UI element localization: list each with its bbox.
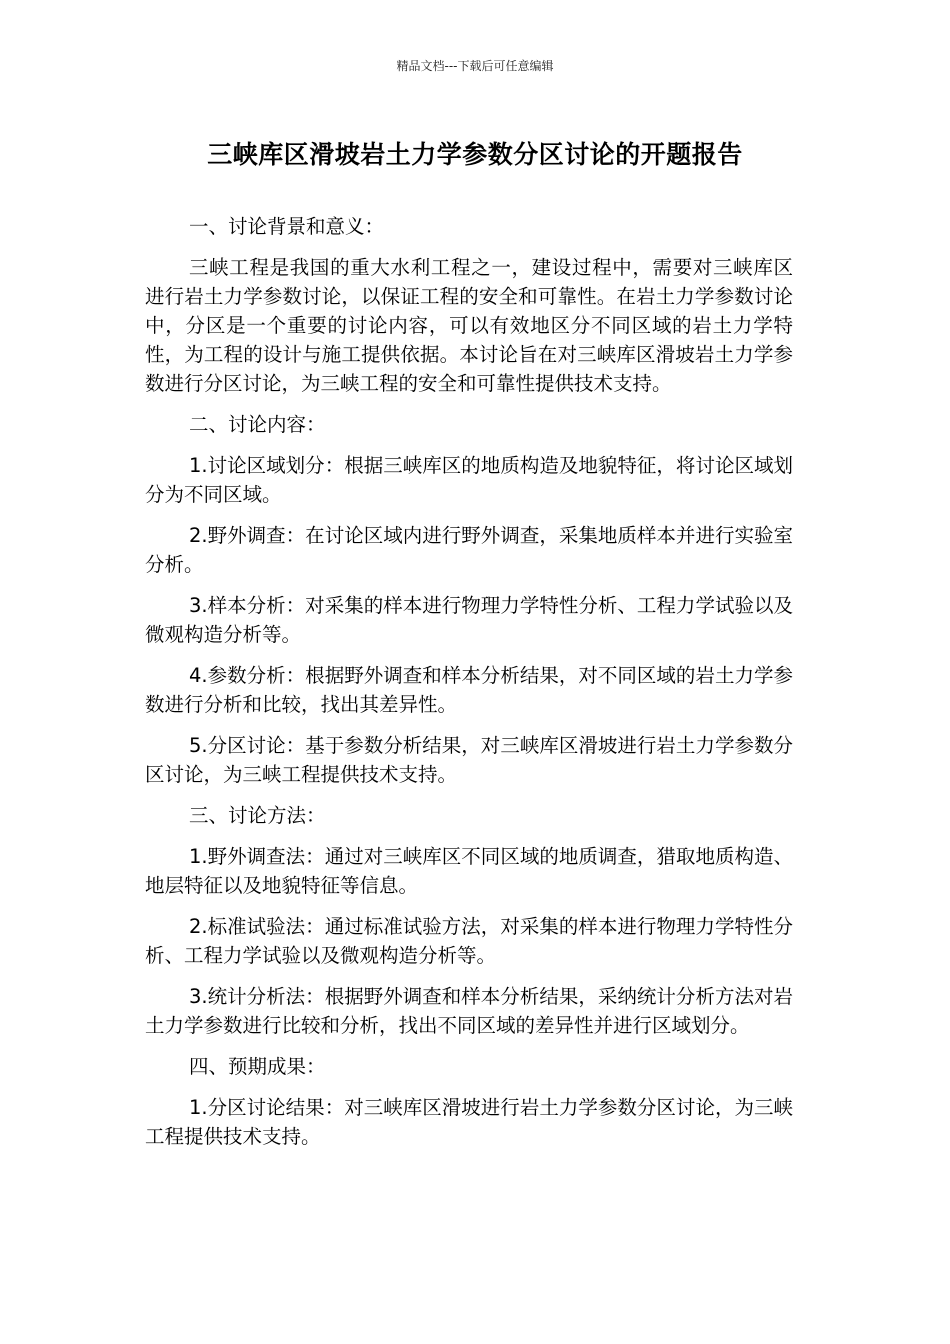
- list-item-method-1: 1.野外调查法：通过对三峡库区不同区域的地质调查，猎取地质构造、地层特征以及地貌特征等信息。: [145, 845, 793, 897]
- section-heading-content: 二、讨论内容：: [189, 413, 326, 436]
- list-item-content-1: 1.讨论区域划分：根据三峡库区的地质构造及地貌特征，将讨论区域划分为不同区域。: [145, 454, 793, 506]
- section-heading-background: 一、讨论背景和意义：: [189, 215, 385, 238]
- list-item-content-4: 4.参数分析：根据野外调查和样本分析结果，对不同区域的岩土力学参数进行分析和比较，找出其差异性。: [145, 664, 793, 716]
- list-item-content-5: 5.分区讨论：基于参数分析结果，对三峡库区滑坡进行岩土力学参数分区讨论，为三峡工程提供技术支持。: [145, 734, 793, 786]
- list-item-content-3: 3.样本分析：对采集的样本进行物理力学特性分析、工程力学试验以及微观构造分析等。: [145, 594, 793, 646]
- header-note: 精品文档---下载后可任意编辑: [396, 59, 554, 73]
- document-title: 三峡库区滑坡岩土力学参数分区讨论的开题报告: [207, 140, 743, 169]
- list-item-method-2: 2.标准试验法：通过标准试验方法，对采集的样本进行物理力学特性分析、工程力学试验以及微观构造分析等。: [145, 915, 793, 967]
- list-item-method-3: 3.统计分析法：根据野外调查和样本分析结果，采纳统计分析方法对岩土力学参数进行比较和分析，找出不同区域的差异性并进行区域划分。: [145, 985, 793, 1037]
- list-item-outcome-1: 1.分区讨论结果：对三峡库区滑坡进行岩土力学参数分区讨论，为三峡工程提供技术支持。: [145, 1096, 793, 1148]
- list-item-content-2: 2.野外调查：在讨论区域内进行野外调查，采集地质样本并进行实验室分析。: [145, 524, 793, 576]
- paragraph-background: 三峡工程是我国的重大水利工程之一，建设过程中，需要对三峡库区进行岩土力学参数讨论，以保证工程的安全和可靠性。在岩土力学参数讨论中，分区是一个重要的讨论内容，可以有效地区分不同区域的岩土力学特性，为工程的设计与施工提供依据。本讨论旨在对三峡库区滑坡岩土力学参数进行分区讨论，为三峡工程的安全和可靠性提供技术支持。: [145, 256, 793, 395]
- section-heading-methods: 三、讨论方法：: [189, 804, 326, 827]
- document-body: [145, 212, 793, 1163]
- section-heading-outcomes: 四、预期成果：: [189, 1055, 326, 1078]
